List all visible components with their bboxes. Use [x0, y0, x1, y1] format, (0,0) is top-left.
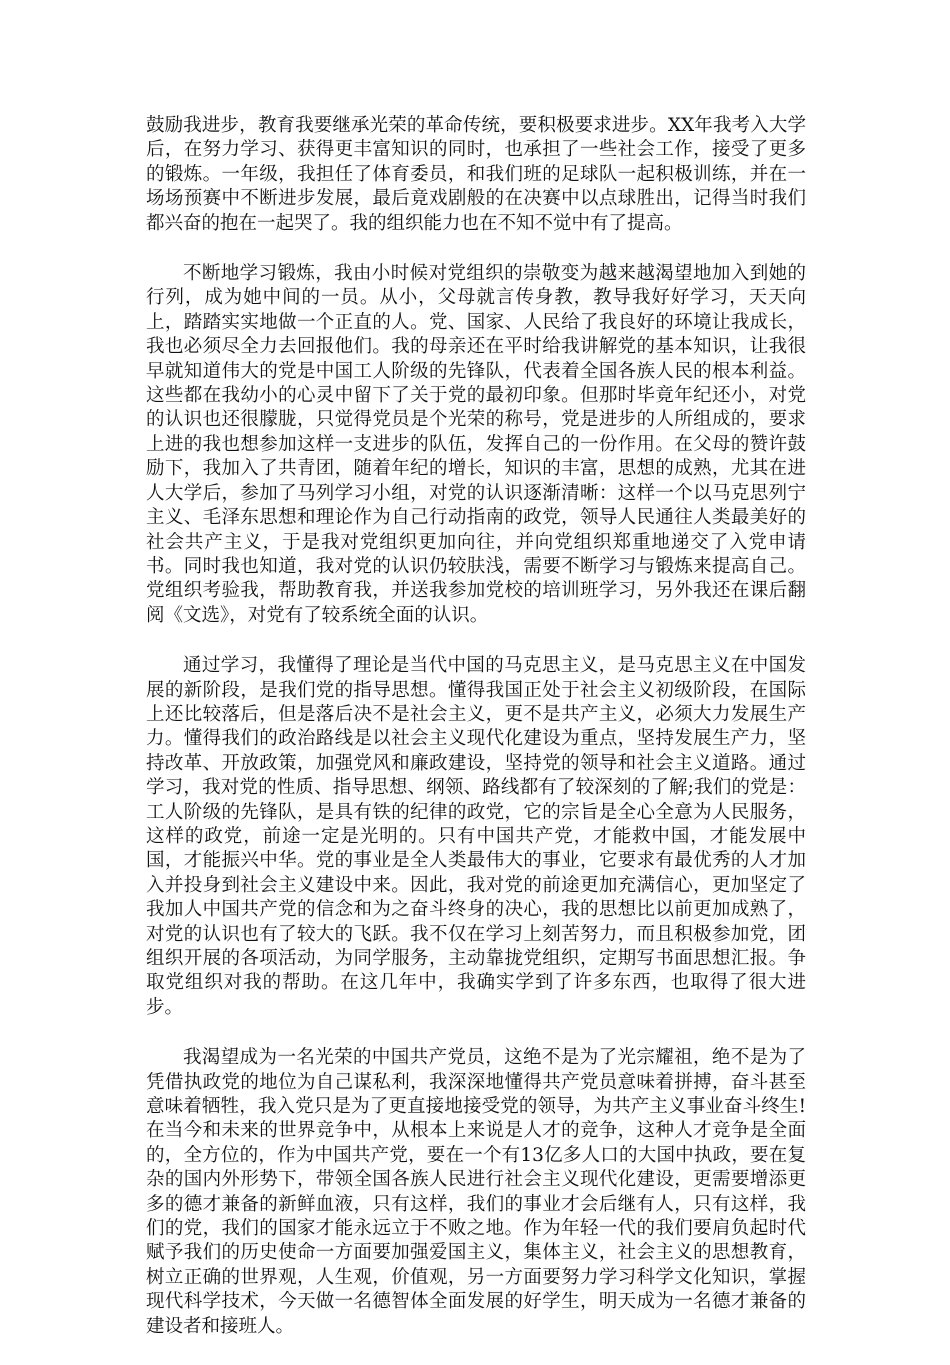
paragraph-2: 不断地学习锻炼，我由小时候对党组织的崇敬变为越来越渴望地加入到她的行列，成为她中间的一员。从小，父母就言传身教，教导我好好学习，天天向上，踏踏实实地做一个正直的人。党、国家、人民给了我良好的环境让我成长，我也必须尽全力去回报他们。我的母亲还在平时给我讲解党的基本知识，让我很早就知道伟大的党是中国工人阶级的先锋队，代表着全国各族人民的根本利益。这些都在我幼小的心灵中留下了关于党的最初印象。但那时毕竟年纪还小，对党的认识也还很朦胧，只觉得党员是个光荣的称号，党是进步的人所组成的，要求上进的我也想参加这样一支进步的队伍，发挥自己的一份作用。在父母的赞许鼓励下，我加入了共青团，随着年纪的增长，知识的丰富，思想的成熟，尤其在进人大学后，参加了马列学习小组，对党的认识逐渐清晰：这样一个以马克思列宁主义、毛泽东思想和理论作为自己行动指南的政党，领导人民通往人类最美好的社会共产主义，于是我对党组织更加向往，并向党组织郑重地递交了入党申请书。同时我也知道，我对党的认识仍较肤浅，需要不断学习与锻炼来提高自己。党组织考验我，帮助教育我，并送我参加党校的培训班学习，另外我还在课后翻阅《文选》，对党有了较系统全面的认识。 [146, 263, 806, 626]
paragraph-4: 我渴望成为一名光荣的中国共产党员，这绝不是为了光宗耀祖，绝不是为了凭借执政党的地位为自己谋私利，我深深地懂得共产党员意味着拼搏，奋斗甚至意味着牺牲，我入党只是为了更直接地接受党的领导，为共产主义事业奋斗终生!在当今和未来的世界竞争中，从根本上来说是人才的竞争，这种人才竞争是全面的，全方位的，作为中国共产党，要在一个有13亿多人口的大国中执政，要在复杂的国内外形势下，带领全国各族人民进行社会主义现代化建设，更需要增添更多的德才兼备的新鲜血液，只有这样，我们的事业才会后继有人，只有这样，我们的党，我们的国家才能永远立于不败之地。作为年轻一代的我们要肩负起时代赋予我们的历史使命一方面要加强爱国主义，集体主义，社会主义的思想教育，树立正确的世界观，人生观，价值观，另一方面要努力学习科学文化知识，掌握现代科学技术，今天做一名德智体全面发展的好学生，明天成为一名德才兼备的建设者和接班人。 [146, 1047, 806, 1337]
paragraph-1: 鼓励我进步，教育我要继承光荣的革命传统，要积极要求进步。XX年我考入大学后，在努力学习、获得更丰富知识的同时，也承担了一些社会工作，接受了更多的锻炼。一年级，我担任了体育委员，和我们班的足球队一起积极训练，并在一场场预赛中不断进步发展，最后竟戏剧般的在决赛中以点球胜出，记得当时我们都兴奋的抱在一起哭了。我的组织能力也在不知不觉中有了提高。 [146, 115, 806, 234]
paragraph-3: 通过学习，我懂得了理论是当代中国的马克思主义，是马克思主义在中国发展的新阶段，是我们党的指导思想。懂得我国正处于社会主义初级阶段，在国际上还比较落后，但是落后决不是社会主义，更不是共产主义，必须大力发展生产力。懂得我们的政治路线是以社会主义现代化建设为重点，坚持发展生产力，坚持改革、开放政策，加强党风和廉政建设，坚持党的领导和社会主义道路。通过学习，我对党的性质、指导思想、纲领、路线都有了较深刻的了解;我们的党是：工人阶级的先锋队，是具有铁的纪律的政党，它的宗旨是全心全意为人民服务，这样的政党，前途一定是光明的。只有中国共产党，才能救中国，才能发展中国，才能振兴中华。党的事业是全人类最伟大的事业，它要求有最优秀的人才加入并投身到社会主义建设中来。因此，我对党的前途更加充满信心，更加坚定了我加人中国共产党的信念和为之奋斗终身的决心，我的思想比以前更加成熟了，对党的认识也有了较大的飞跃。我不仅在学习上刻苦努力，而且积极参加党，团组织开展的各项活动，为同学服务，主动靠拢党组织，定期写书面思想汇报。争取党组织对我的帮助。在这几年中，我确实学到了许多东西，也取得了很大进步。 [146, 655, 806, 1018]
document-page [146, 114, 806, 1365]
